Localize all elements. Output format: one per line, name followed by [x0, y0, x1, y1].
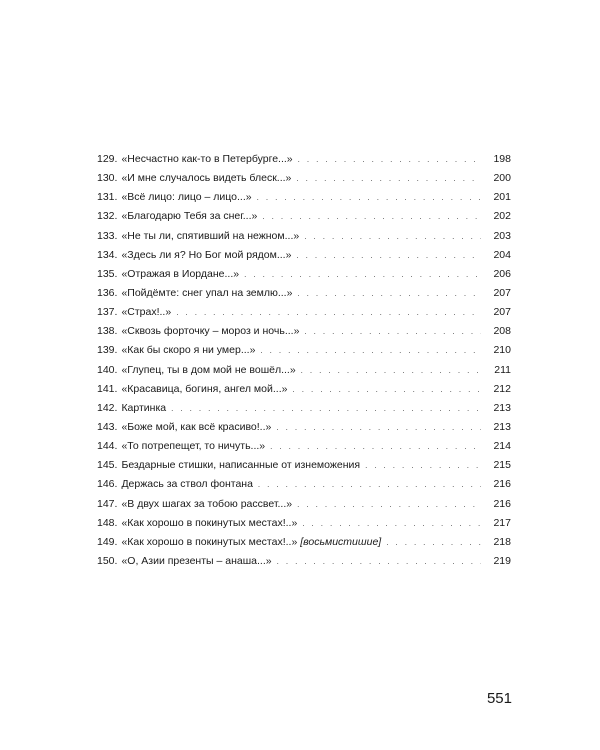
entry-page: 213: [493, 420, 511, 433]
entry-page: 208: [493, 325, 511, 338]
dot-leader: [277, 552, 481, 571]
dot-leader: [262, 207, 481, 226]
entry-title: «Как хорошо в покинутых местах!..»: [121, 516, 298, 529]
entry-number: 133.: [97, 229, 118, 242]
entry-number: 129.: [97, 153, 118, 165]
dot-leader: [270, 437, 481, 456]
entry-number: 138.: [97, 325, 118, 338]
entry-number: 144.: [97, 440, 118, 453]
entry-title: «Благодарю Тебя за снег...»: [121, 210, 258, 223]
entry-page: 207: [493, 286, 511, 299]
entry-number: 135.: [97, 267, 118, 280]
entry-number: 143.: [97, 420, 118, 433]
entry-page: 206: [493, 267, 511, 280]
entry-number: 148.: [97, 516, 118, 529]
dot-leader: [276, 418, 481, 437]
toc-entry: [97, 399, 511, 418]
entry-title: «Не ты ли, спятивший на нежном...»: [121, 229, 300, 242]
toc-entry: [97, 456, 511, 475]
entry-title: Держась за ствол фонтана: [121, 478, 253, 491]
toc-entry: [97, 284, 511, 303]
entry-page: 214: [493, 440, 511, 453]
dot-leader: [302, 514, 481, 533]
entry-number: 150.: [97, 554, 118, 567]
entry-title: «Глупец, ты в дом мой не вошёл...»: [121, 363, 296, 376]
entry-page: 203: [493, 229, 511, 242]
entry-title: «Отражая в Иордане...»: [121, 267, 240, 280]
entry-title: «Несчастно как-то в Петербурге...»: [121, 153, 293, 165]
dot-leader: [258, 475, 481, 494]
entry-title: «О, Азии презенты – анаша...»: [121, 554, 272, 567]
entry-page: 204: [493, 248, 511, 261]
entry-page: 210: [493, 344, 511, 357]
entry-number: 139.: [97, 344, 118, 357]
dot-leader: [304, 322, 481, 341]
dot-leader: [297, 284, 481, 303]
toc-entry: [97, 552, 511, 571]
entry-title: «То потрепещет, то ничуть...»: [121, 440, 266, 453]
entry-page: 219: [493, 554, 511, 567]
toc-entry: [97, 227, 511, 246]
entry-page: 218: [493, 535, 511, 548]
entry-note: [восьмистишие]: [300, 535, 382, 548]
toc-entry: [97, 437, 511, 456]
entry-page: 200: [493, 172, 511, 185]
dot-leader: [386, 533, 481, 552]
dot-leader: [244, 265, 481, 284]
toc-entry: [97, 246, 511, 265]
dot-leader: [296, 169, 481, 188]
toc-entry: [97, 380, 511, 399]
entry-number: 134.: [97, 248, 118, 261]
entry-page: 207: [493, 306, 511, 319]
entry-title: «Красавица, богиня, ангел мой...»: [121, 382, 288, 395]
entry-title: «Как бы скоро я ни умер...»: [121, 344, 256, 357]
entry-title: [121, 533, 381, 552]
toc-entry: [97, 533, 511, 552]
entry-number: 149.: [97, 535, 118, 548]
entry-title-text: «Как хорошо в покинутых местах!..»: [121, 535, 298, 548]
entry-page: 198: [493, 153, 511, 165]
table-of-contents: [97, 150, 511, 571]
entry-number: 146.: [97, 478, 118, 491]
entry-number: 147.: [97, 497, 118, 510]
entry-title: «И мне случалось видеть блеск...»: [121, 172, 292, 185]
entry-number: 132.: [97, 210, 118, 223]
entry-title: Бездарные стишки, написанные от изнеможения: [121, 459, 361, 472]
entry-number: 142.: [97, 401, 118, 414]
entry-title: «Сквозь форточку – мороз и ночь...»: [121, 325, 300, 338]
toc-entry: [97, 207, 511, 226]
entry-number: 141.: [97, 382, 118, 395]
entry-page: 202: [493, 210, 511, 223]
toc-entry: [97, 169, 511, 188]
dot-leader: [176, 303, 481, 322]
entry-number: 131.: [97, 191, 118, 204]
entry-page: 213: [493, 401, 511, 414]
dot-leader: [292, 380, 481, 399]
entry-title: «Всё лицо: лицо – лицо...»: [121, 191, 252, 204]
toc-entry: [97, 361, 511, 380]
toc-entry: [97, 322, 511, 341]
entry-title: «Пойдёмте: снег упал на землю...»: [121, 286, 293, 299]
toc-entry: [97, 514, 511, 533]
dot-leader: [260, 341, 481, 360]
entry-page: 216: [493, 497, 511, 510]
entry-page: 211: [494, 363, 511, 376]
entry-page: 215: [493, 459, 511, 472]
entry-title: «Здесь ли я? Но Бог мой рядом...»: [121, 248, 292, 261]
toc-entry: [97, 418, 511, 437]
dot-leader: [296, 246, 481, 265]
dot-leader: [257, 188, 481, 207]
toc-entry: [97, 265, 511, 284]
dot-leader: [365, 456, 481, 475]
entry-number: 136.: [97, 286, 118, 299]
entry-page: 201: [493, 191, 511, 204]
page-number: 551: [486, 690, 512, 707]
entry-number: 140.: [97, 363, 118, 376]
entry-number: 137.: [97, 306, 118, 319]
dot-leader: [297, 495, 481, 514]
entry-number: 130.: [97, 172, 118, 185]
entry-number: 145.: [97, 459, 118, 472]
entry-title: «Боже мой, как всё красиво!..»: [121, 420, 272, 433]
toc-entry: [97, 303, 511, 322]
dot-leader: [301, 361, 481, 380]
dot-leader: [304, 227, 481, 246]
toc-entry: [97, 341, 511, 360]
toc-entry: [97, 188, 511, 207]
toc-entry: [97, 475, 511, 494]
dot-leader: [298, 150, 481, 169]
entry-page: 216: [493, 478, 511, 491]
toc-entry: [97, 495, 511, 514]
toc-entry: [97, 150, 511, 169]
entry-page: 217: [493, 516, 511, 529]
dot-leader: [171, 399, 481, 418]
entry-page: 212: [493, 382, 511, 395]
entry-title: «В двух шагах за тобою рассвет...»: [121, 497, 293, 510]
entry-title: «Страх!..»: [121, 306, 172, 319]
entry-title: Картинка: [121, 401, 167, 414]
